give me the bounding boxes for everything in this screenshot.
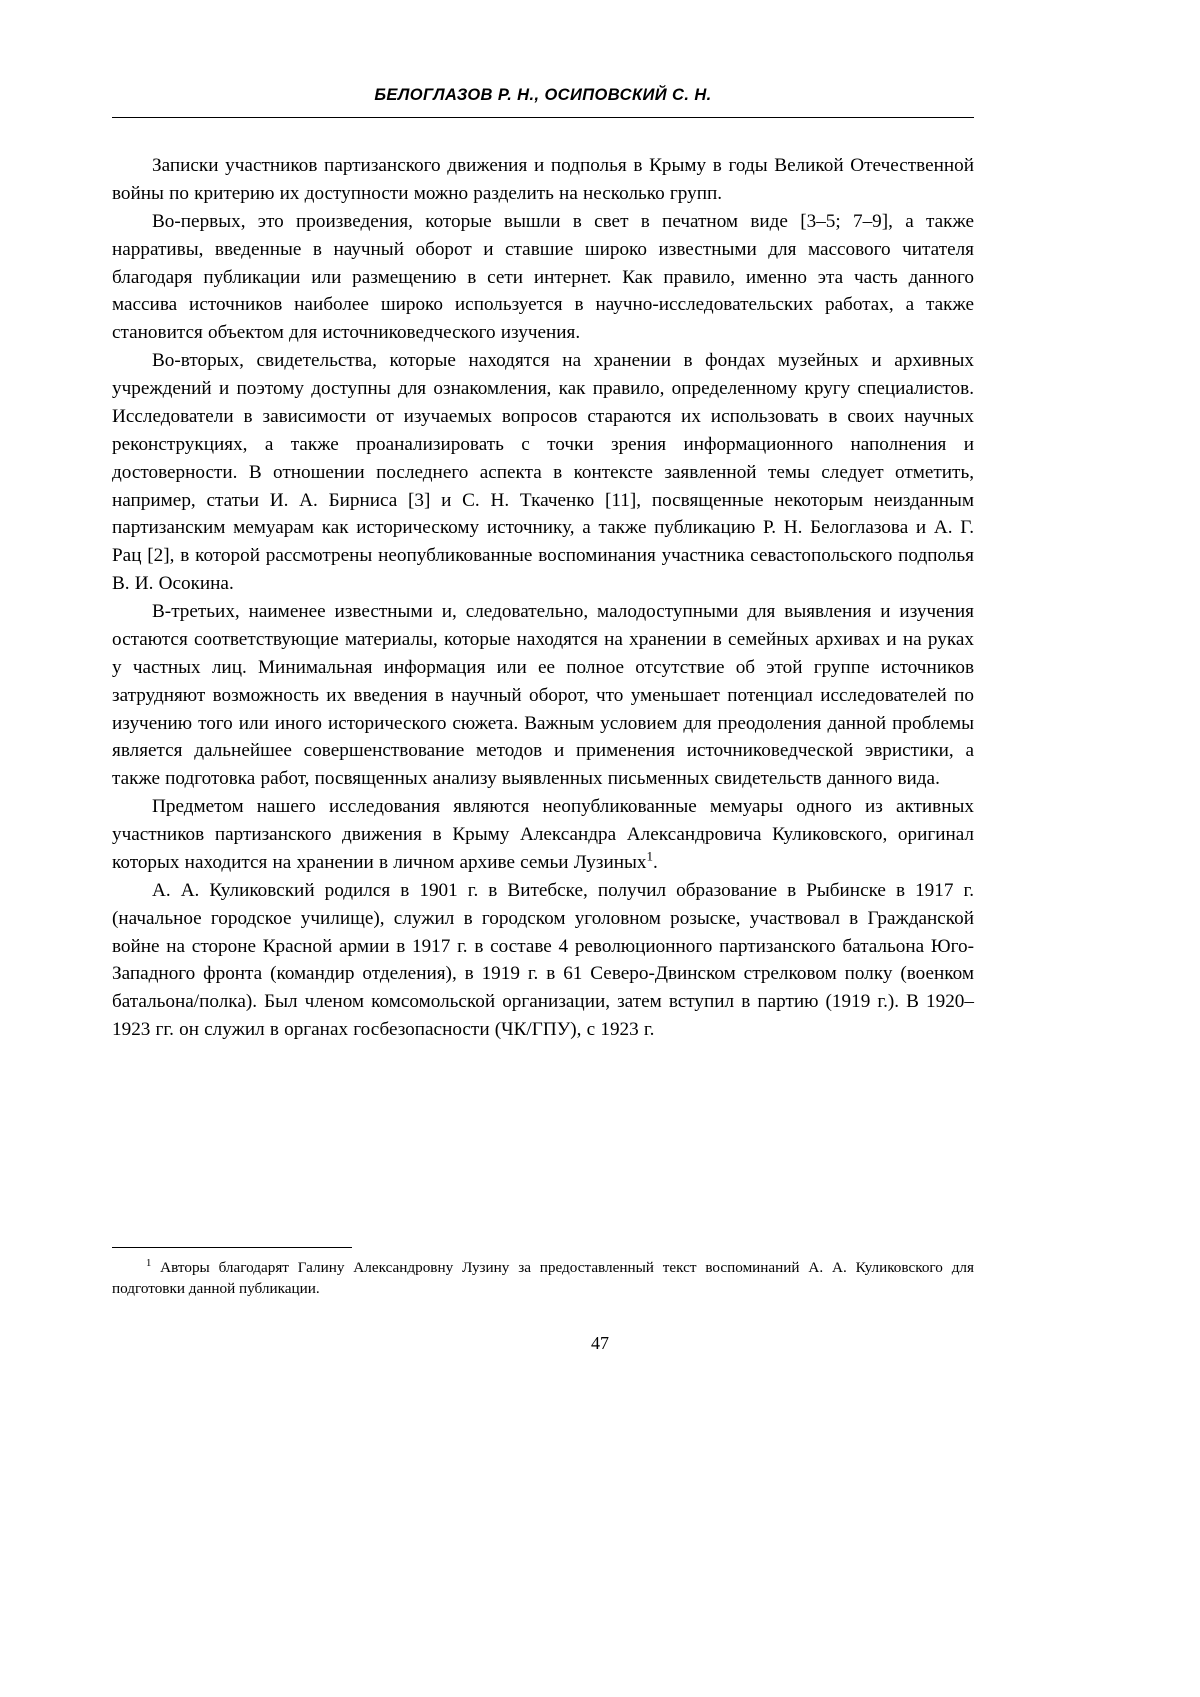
page-number: 47: [591, 1333, 609, 1353]
footnote-reference-1: 1: [646, 848, 654, 864]
footnote-area: [112, 1247, 974, 1300]
header-rule: [112, 117, 974, 118]
running-head: БЕЛОГЛАЗОВ Р. Н., ОСИПОВСКИЙ С. Н.: [374, 86, 712, 104]
paragraph-3: Во-вторых, свидетельства, которые находятся на хранении в фондах музейных и архивных учреждений и поэтому доступны для ознакомления, как правило, определенному кругу специалистов. Исследователи в зависимости от изучаемых вопросов стараются их использовать в своих научных реконструкциях, а также проанализировать с точки зрения информационного наполнения и достоверности. В отношении последнего аспекта в контексте заявленной темы следует отметить, например, статьи И. А. Бирниса [3] и С. Н. Ткаченко [11], посвященные некоторым неизданным партизанским мемуарам как историческому источнику, а также публикацию Р. Н. Белоглазова и А. Г. Рац [2], в которой рассмотрены неопубликованные воспоминания участника севастопольского подполья В. И. Осокина.: [112, 350, 974, 595]
footnote-1: [112, 1258, 974, 1300]
paragraph-4: В-третьих, наименее известными и, следовательно, малодоступными для выявления и изучения остаются соответствующие материалы, которые находятся на хранении в семейных архивах и на руках у частных лиц. Минимальная информация или ее полное отсутствие об этой группе источников затрудняют возможность их введения в научный оборот, что уменьшает потенциал исследователей по изучению того или иного исторического сюжета. Важным условием для преодоления данной проблемы является дальнейшее совершенствование методов и применения источниковедческой эвристики, а также подготовка работ, посвященных анализу выявленных письменных свидетельств данного вида.: [112, 601, 974, 790]
paragraph-5: [112, 793, 974, 877]
paragraph-2: Во-первых, это произведения, которые вышли в свет в печатном виде [3–5; 7–9], а также нарративы, введенные в научный оборот и ставшие широко известными для массового читателя благодаря публикации или размещению в сети интернет. Как правило, именно эта часть данного массива источников наиболее широко используется в научно-исследовательских работах, а также становится объектом для источниковедческого изучения.: [112, 210, 974, 344]
paragraph-5-text-after: .: [653, 851, 658, 873]
paragraph-6: А. А. Куликовский родился в 1901 г. в Витебске, получил образование в Рыбинске в 1917 г. (начальное городское училище), служил в городском уголовном розыске, участвовал в Гражданской войне на стороне Красной армии в 1917 г. в составе 4 революционного партизанского батальона Юго-Западного фронта (командир отделения), в 1919 г. в 61 Северо-Двинском стрелковом полку (военком батальона/полка). Был членом комсомольской организации, затем вступил в партию (1919 г.). В 1920–1923 гг. он служил в органах госбезопасности (ЧК/ГПУ), с 1923 г.: [112, 879, 974, 1041]
paragraph-5-text-before: Предметом нашего исследования являются неопубликованные мемуары одного из активных участников партизанского движения в Крыму Александра Александровича Куликовского, оригинал которых находится на хранении в личном архиве семьи Лузиных: [112, 796, 974, 873]
page-content: [112, 86, 974, 1044]
footnote-1-text: Авторы благодарят Галину Александровну Лузину за предоставленный текст воспоминаний А. А. Куликовского для подготовки данной публикации.: [112, 1259, 974, 1297]
footnote-separator-rule: [112, 1247, 352, 1248]
footnote-1-marker: 1: [146, 1257, 152, 1269]
paragraph-1: Записки участников партизанского движения и подполья в Крыму в годы Великой Отечественной войны по критерию их доступности можно разделить на несколько групп.: [112, 155, 974, 204]
